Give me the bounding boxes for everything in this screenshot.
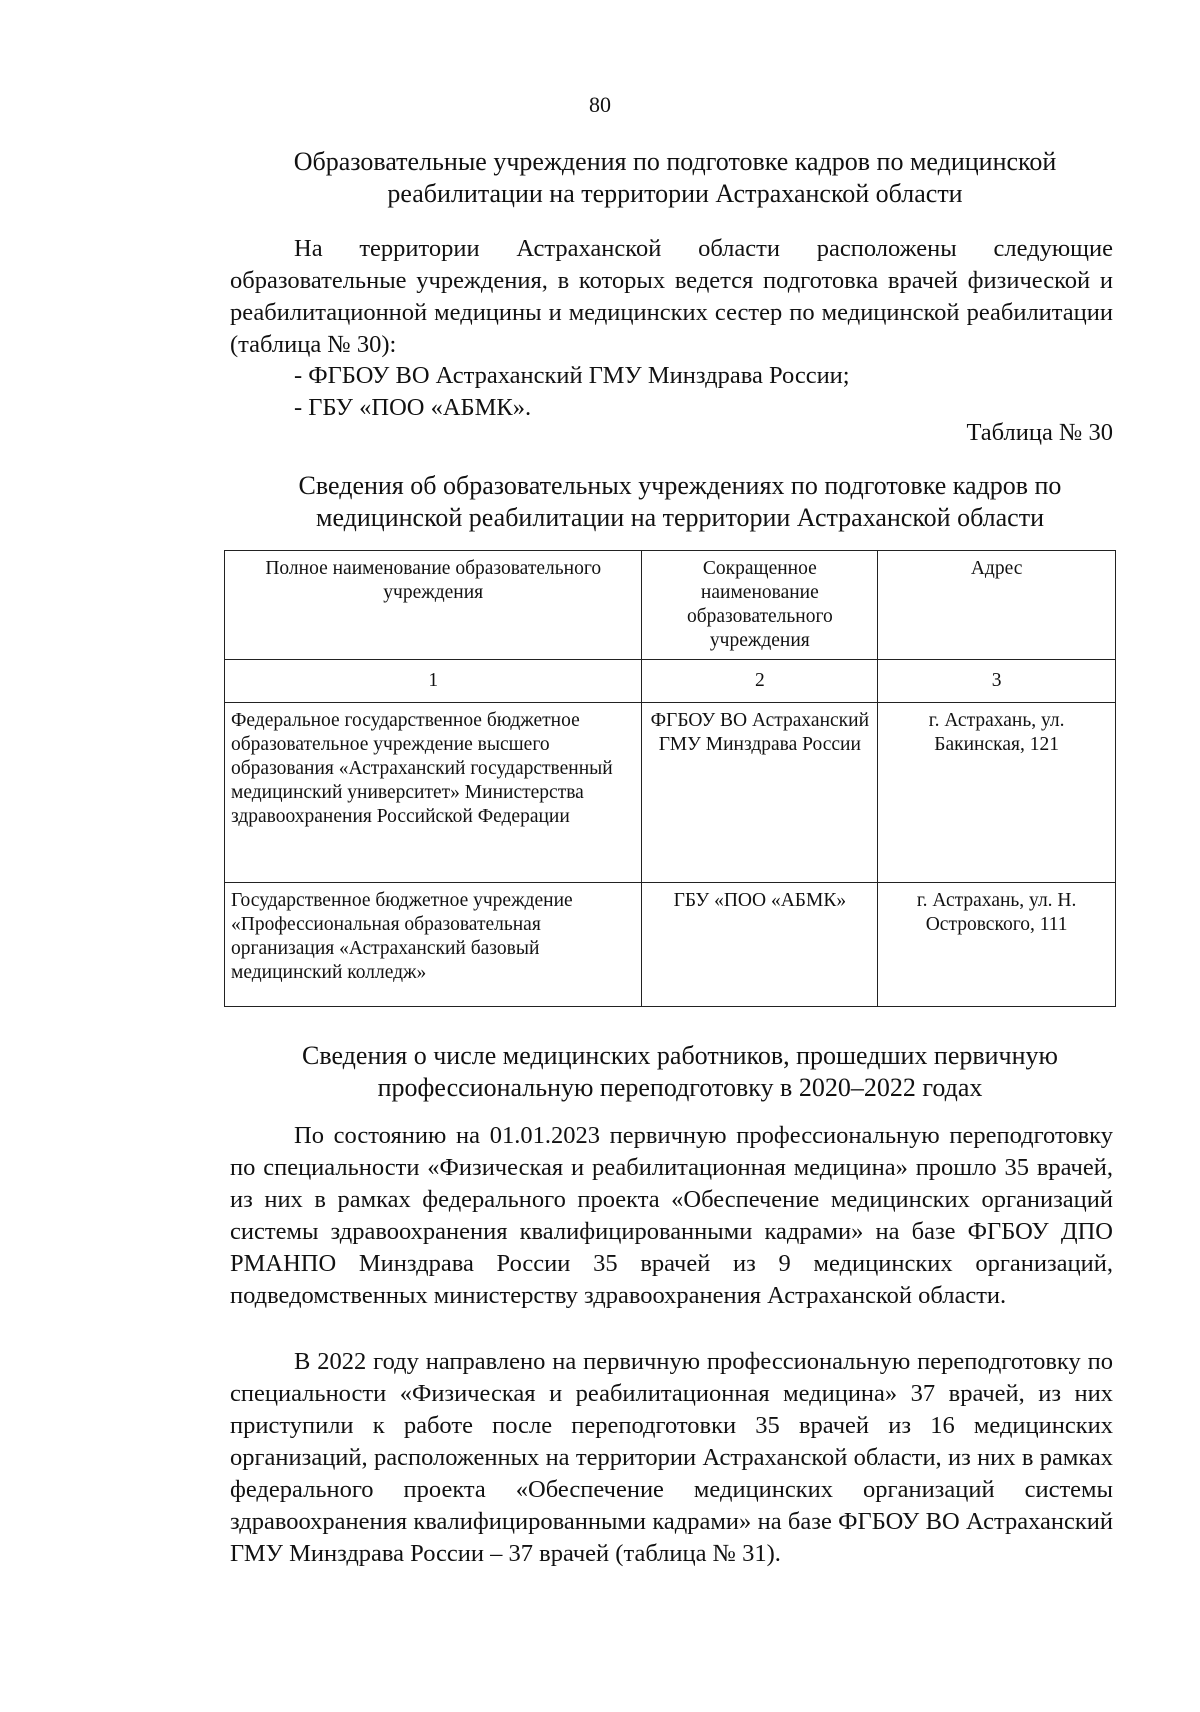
body-paragraph: В 2022 году направлено на первичную профессиональную переподготовку по специальности «Физическая и реабилитационная медицина» 37 врачей, из них приступили к работе после переподготовки 35 врачей из 16 медицинских организаций, расположенных на территории Астраханской области, из них в рамках федерального проекта «Обеспечение медицинских организаций системы здравоохранения квалифицированными кадрами» на базе ФГБОУ ВО Астраханский ГМУ Минздрава России – 37 врачей (таблица № 31). [230, 1348, 1113, 1567]
page-number: 80 [589, 92, 611, 117]
institutions-table [224, 550, 1116, 1007]
cell-full-name: Государственное бюджетное учреждение «Профессиональная образовательная организация «Астраханский базовый медицинский колледж» [225, 883, 642, 1007]
column-number-row [225, 660, 1116, 703]
intro-paragraph: На территории Астраханской области расположены следующие образовательные учреждения, в которых ведется подготовка врачей физической и реабилитационной медицины и медицинских сестер по медицинской реабилитации (таблица № 30): [230, 235, 1113, 358]
header-full-name: Полное наименование образовательного учреждения [225, 551, 642, 660]
column-number: 3 [878, 660, 1116, 703]
column-number: 1 [225, 660, 642, 703]
table-row [225, 883, 1116, 1007]
table-caption: Сведения об образовательных учреждениях по подготовке кадров по медицинской реабилитации на территории Астраханской области [298, 471, 1062, 532]
section-heading: Сведения о числе медицинских работников, прошедших первичную профессиональную переподготовку в 2020–2022 годах [302, 1041, 1058, 1102]
cell-full-name: Федеральное государственное бюджетное образовательное учреждение высшего образования «Астраханский государственный медицинский университет» Министерства здравоохранения Российской Федерации [225, 703, 642, 883]
list-item: - ФГБОУ ВО Астраханский ГМУ Минздрава России; [294, 362, 850, 389]
cell-short-name: ФГБОУ ВО Астраханский ГМУ Минздрава России [642, 703, 878, 883]
table-row [225, 703, 1116, 883]
column-number: 2 [642, 660, 878, 703]
section-heading: Образовательные учреждения по подготовке кадров по медицинской реабилитации на территории Астраханской области [293, 147, 1057, 208]
header-short-name: Сокращенное наименование образовательного учреждения [642, 551, 878, 660]
header-address: Адрес [878, 551, 1116, 660]
table-label: Таблица № 30 [966, 419, 1113, 446]
cell-short-name: ГБУ «ПОО «АБМК» [642, 883, 878, 1007]
table-header-row [225, 551, 1116, 660]
cell-address: г. Астрахань, ул. Н. Островского, 111 [878, 883, 1116, 1007]
list-item: - ГБУ «ПОО «АБМК». [294, 394, 532, 421]
cell-address: г. Астрахань, ул. Бакинская, 121 [878, 703, 1116, 883]
body-paragraph: По состоянию на 01.01.2023 первичную профессиональную переподготовку по специальности «Физическая и реабилитационная медицина» прошло 35 врачей, из них в рамках федерального проекта «Обеспечение медицинских организаций системы здравоохранения квалифицированными кадрами» на базе ФГБОУ ДПО РМАНПО Минздрава России 35 врачей из 9 медицинских организаций, подведомственных министерству здравоохранения Астраханской области. [230, 1122, 1113, 1309]
institution-list [294, 360, 850, 424]
